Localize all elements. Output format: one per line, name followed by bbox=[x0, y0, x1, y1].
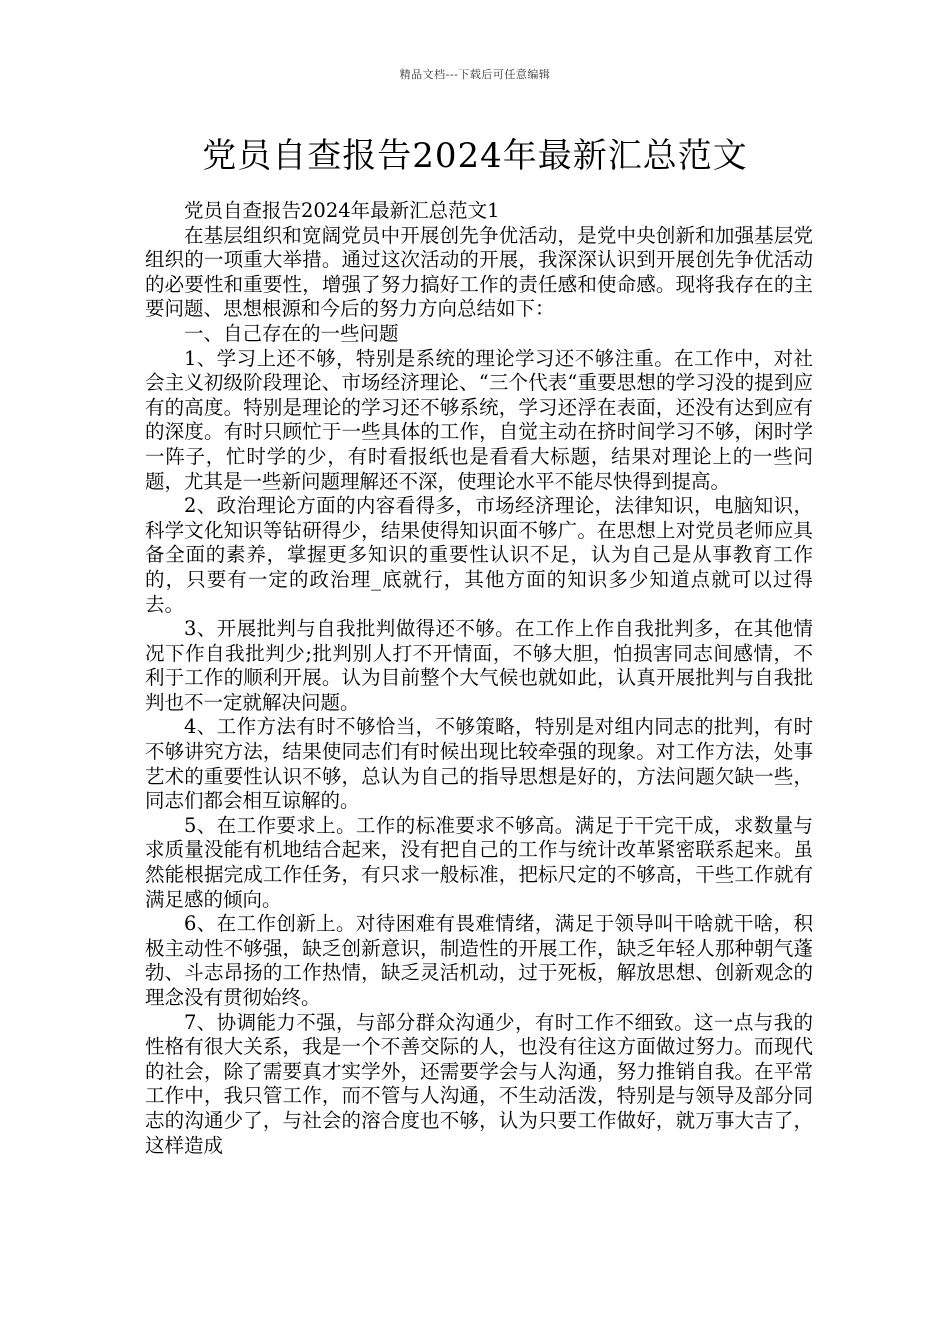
problem-paragraph-4: 4、工作方法有时不够恰当，不够策略，特别是对组内同志的批判，有时不够讲究方法，结果使同志们有时候出现比较牵强的现象。对工作方法，处事艺术的重要性认识不够，总认为自己的指导思想是好的，方法问题欠缺一些，同志们都会相互谅解的。 bbox=[145, 715, 813, 813]
document-title: 党员自查报告2024年最新汇总范文 bbox=[202, 136, 748, 176]
problem-paragraph-7: 7、协调能力不强，与部分群众沟通少，有时工作不细致。这一点与我的性格有很大关系，我是一个不善交际的人，也没有往这方面做过努力。而现代的社会，除了需要真才实学外，还需要学会与人沟通，努力推销自我。在平常工作中，我只管工作，而不管与人沟通，不生动活泼，特别是与领导及部分同志的沟通少了，与社会的溶合度也不够，认为只要工作做好，就万事大吉了，这样造成 bbox=[145, 1010, 813, 1157]
problem-paragraph-5: 5、在工作要求上。工作的标准要求不够高。满足于干完干成，求数量与求质量没能有机地结合起来，没有把自己的工作与统计改革紧密联系起来。虽然能根据完成工作任务，有只求一般标准，把标尺定的不够高，干些工作就有满足感的倾向。 bbox=[145, 813, 813, 911]
problem-paragraph-2: 2、政治理论方面的内容看得多，市场经济理论，法律知识，电脑知识，科学文化知识等钻研得少，结果使得知识面不够广。在思想上对党员老师应具备全面的素养，掌握更多知识的重要性认识不足，认为自己是从事教育工作的，只要有一定的政治理_底就行，其他方面的知识多少知道点就可以过得去。 bbox=[145, 494, 813, 616]
problem-paragraph-6: 6、在工作创新上。对待困难有畏难情绪，满足于领导叫干啥就干啥，积极主动性不够强，缺乏创新意识，制造性的开展工作，缺乏年轻人那种朝气蓬勃、斗志昂扬的工作热情，缺乏灵活机动，过于死板，解放思想、创新观念的理念没有贯彻始终。 bbox=[145, 912, 813, 1009]
subtitle-paragraph: 党员自查报告2024年最新汇总范文1 bbox=[184, 199, 500, 222]
document-body bbox=[145, 199, 813, 1158]
section-heading: 一、自己存在的一些问题 bbox=[184, 321, 399, 345]
intro-paragraph: 在基层组织和宽阔党员中开展创先争优活动，是党中央创新和加强基层党组织的一项重大举措。通过这次活动的开展，我深深认识到开展创先争优活动的必要性和重要性，增强了努力搞好工作的责任感和使命感。现将我存在的主要问题、思想根源和今后的努力方向总结如下： bbox=[145, 223, 813, 321]
problem-paragraph-1: 1、学习上还不够，特别是系统的理论学习还不够注重。在工作中，对社会主义初级阶段理论、市场经济理论、“三个代表“重要思想的学习没的提到应有的高度。特别是理论的学习还不够系统，学习还浮在表面，还没有达到应有的深度。有时只顾忙于一些具体的工作，自觉主动在挤时间学习不够，闲时学一阵子，忙时学的少，有时看报纸也是看看大标题，结果对理论上的一些问题，尤其是一些新问题理解还不深，使理论水平不能尽快得到提高。 bbox=[145, 346, 813, 493]
header-note: 精品文档---下载后可任意编辑 bbox=[399, 68, 551, 81]
problem-paragraph-3: 3、开展批判与自我批判做得还不够。在工作上作自我批判多，在其他情况下作自我批判少;批判别人打不开情面，不够大胆，怕损害同志间感情，不利于工作的顺利开展。认为目前整个大气候也就如此，认真开展批判与自我批判也不一定就解决问题。 bbox=[145, 617, 813, 714]
